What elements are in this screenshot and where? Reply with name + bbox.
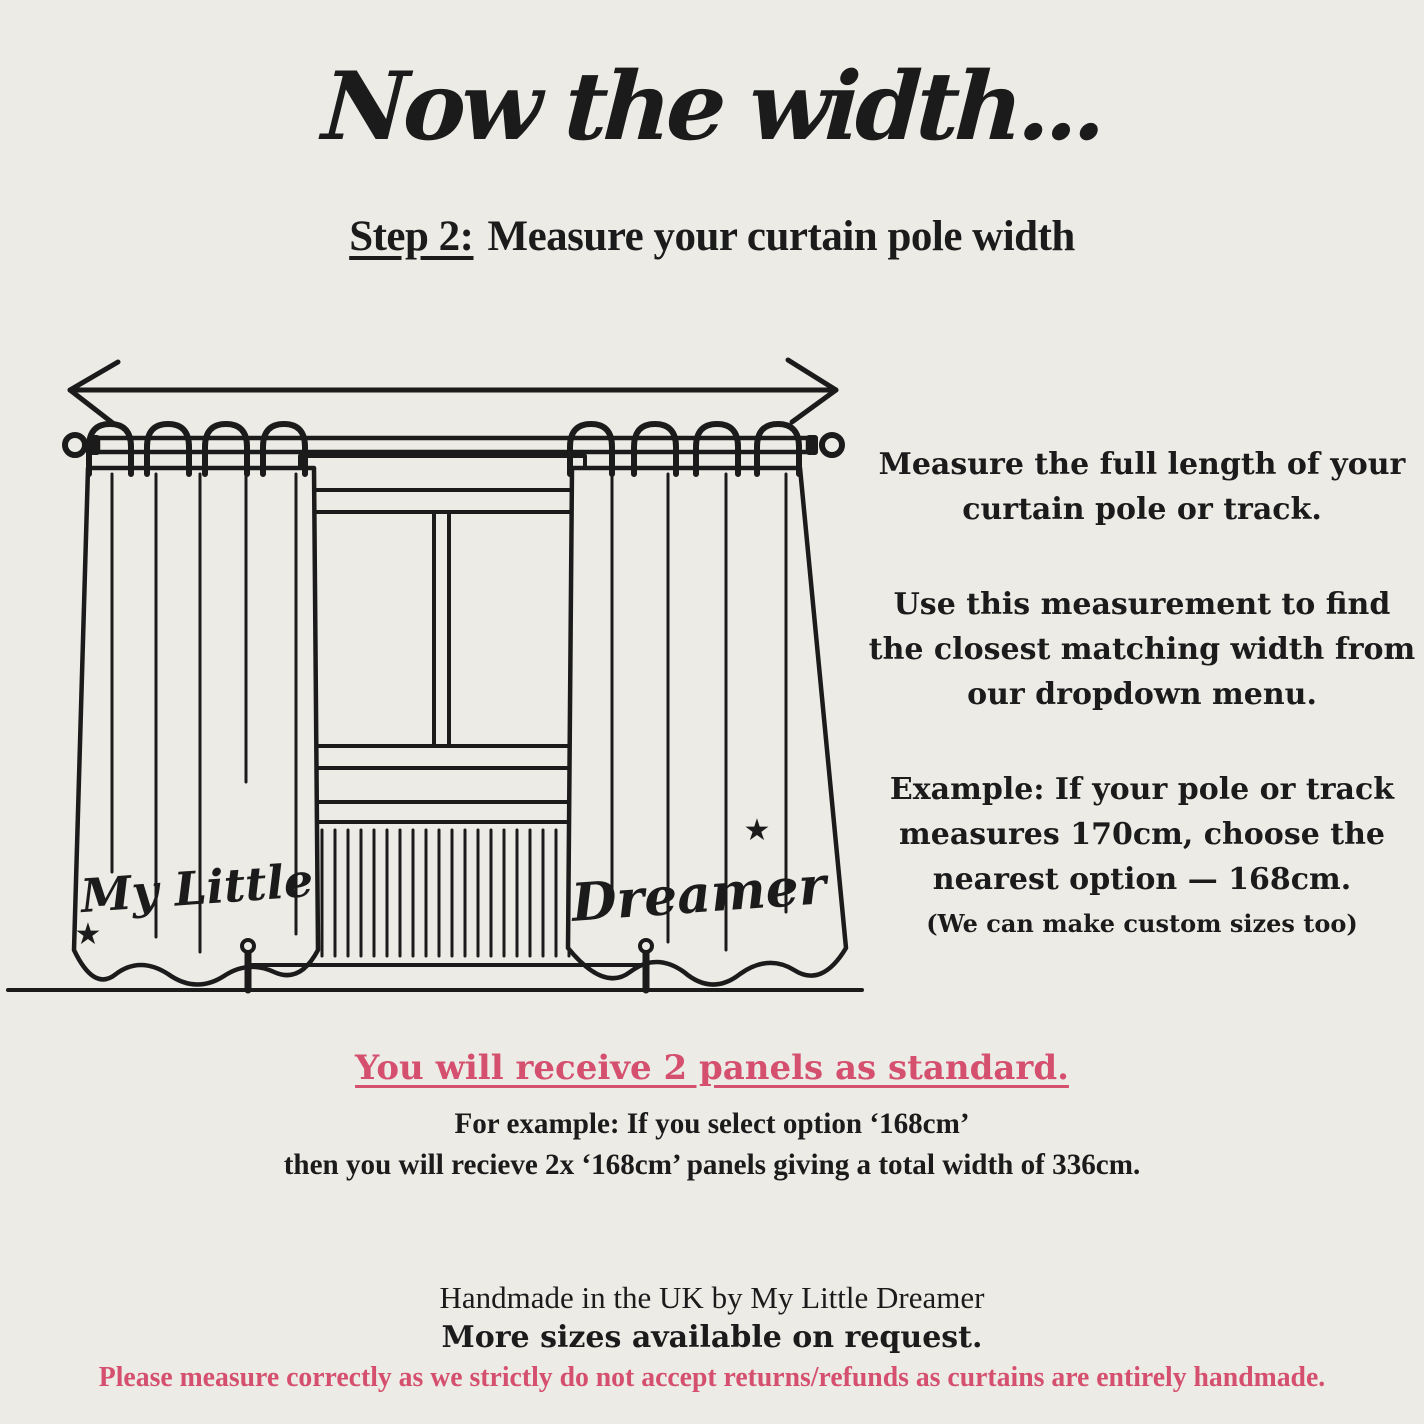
brand-script-right: Dreamer	[569, 855, 828, 934]
panels-example-line1: For example: If you select option ‘168cm’	[454, 1107, 970, 1140]
star-icon: ★	[74, 917, 102, 952]
instruction-dropdown: Use this measurement to find the closest matching width from our dropdown menu.	[868, 587, 1416, 712]
footer-disclaimer: Please measure correctly as we strictly do not accept returns/refunds as curtains are entirely handmade.	[98, 1362, 1326, 1393]
brand-script-left: My Little	[78, 852, 315, 924]
instruction-example: Example: If your pole or track measures 170cm, choose the nearest option — 168cm.	[889, 772, 1395, 897]
instruction-measure: Measure the full length of your curtain pole or track.	[878, 447, 1406, 527]
curtain-drawing	[0, 352, 880, 1016]
star-icon: ★	[743, 813, 771, 848]
curtain-pole	[65, 435, 842, 455]
custom-sizes-note: (We can make custom sizes too)	[926, 909, 1358, 938]
step-label: Step 2:	[349, 213, 474, 260]
step-heading-text: Measure your curtain pole width	[487, 213, 1075, 260]
panels-heading: You will receive 2 panels as standard.	[355, 1048, 1069, 1088]
finial-left	[65, 435, 85, 455]
window-frame	[300, 456, 585, 746]
window	[288, 456, 597, 802]
width-measure-arrow-icon	[70, 360, 836, 424]
footer-handmade: Handmade in the UK by My Little Dreamer	[439, 1280, 985, 1315]
page-title: Now the width...	[319, 52, 1105, 162]
panels-info	[0, 1048, 1424, 1185]
panels-example-line2: then you will recieve 2x ‘168cm’ panels giving a total width of 336cm.	[283, 1147, 1141, 1181]
finial-right	[822, 435, 842, 455]
step-heading	[0, 212, 1424, 261]
instructions-panel	[862, 442, 1422, 939]
pole-end-right	[806, 435, 818, 455]
curtain-illustration	[0, 352, 880, 1016]
footer-more-sizes: More sizes available on request.	[441, 1320, 983, 1355]
window-sill	[288, 746, 597, 768]
